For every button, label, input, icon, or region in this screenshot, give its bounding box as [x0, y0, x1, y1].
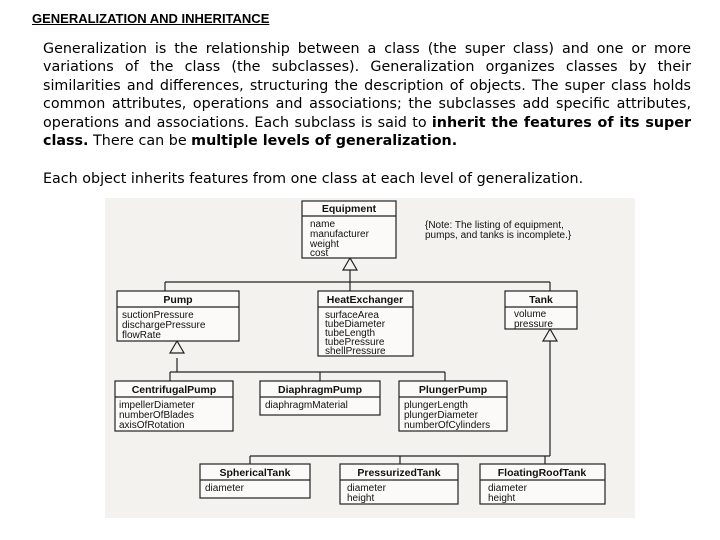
tank-triangle [543, 329, 557, 341]
plunger-pump-name: PlungerPump [418, 384, 488, 396]
page-title: GENERALIZATION AND INHERITANCE [32, 11, 270, 26]
attr-text: surfaceArea [325, 310, 379, 321]
attr-text: height [347, 493, 375, 504]
attr-text: height [488, 493, 516, 504]
class-attributes [119, 219, 553, 504]
tank-name: Tank [529, 294, 553, 306]
body-paragraph [43, 40, 691, 151]
paragraph-text-2: There can be [88, 133, 192, 150]
attr-text: numberOfBlades [119, 410, 195, 421]
attr-text: diameter [488, 483, 527, 494]
equipment-name: Equipment [321, 203, 377, 215]
floating-roof-tank-name: FloatingRoofTank [497, 467, 587, 479]
attr-text: plungerDiameter [404, 410, 478, 421]
attr-text: diameter [347, 483, 386, 494]
pressurized-tank-name: PressurizedTank [357, 467, 441, 479]
diagram-note-line-1: {Note: The listing of equipment, [425, 220, 564, 231]
attr-text: pressure [514, 319, 553, 330]
diagram-note-line-2: pumps, and tanks is incomplete.} [425, 230, 572, 241]
attr-text: plungerLength [404, 400, 468, 411]
class-diagram-svg [105, 198, 635, 518]
attr-text: tubeDiameter [325, 319, 386, 330]
attr-text: dischargePressure [122, 320, 206, 331]
attr-text: impellerDiameter [119, 400, 195, 411]
spherical-tank-name: SphericalTank [219, 467, 291, 479]
attr-text: name [310, 219, 336, 230]
body-line-2: Each object inherits features from one class at each level of generalization. [43, 171, 584, 187]
attr-text: tubeLength [325, 328, 376, 339]
equipment-triangle [343, 258, 357, 270]
attr-text: manufacturer [310, 229, 369, 240]
centrifugal-pump-name: CentrifugalPump [131, 384, 217, 396]
attr-text: diaphragmMaterial [265, 400, 348, 411]
attr-text: cost [310, 248, 329, 259]
attr-text: diameter [205, 483, 244, 494]
attr-text: volume [514, 309, 547, 320]
attr-text: tubePressure [325, 337, 385, 348]
attr-text: flowRate [122, 330, 161, 341]
diaphragm-pump-name: DiaphragmPump [277, 384, 363, 396]
class-diagram [105, 198, 635, 518]
attr-text: shellPressure [325, 346, 386, 357]
heat-exchanger-name: HeatExchanger [326, 294, 404, 306]
paragraph-bold-2: multiple levels of generalization. [191, 133, 458, 150]
attr-text: numberOfCylinders [404, 420, 491, 431]
attr-text: suctionPressure [122, 310, 194, 321]
pump-name: Pump [163, 294, 193, 306]
pump-triangle [170, 341, 184, 353]
paragraph-text-1: Generalization is the relationship between a class (the super class) and one or more variations of the class (the subclasses). Generalization organizes classes by their similarities and differences, structuring the description of objects. The super class holds common attributes, operations and associations; the subclasses add specific attributes, operations and associations. Each subclass is said to [43, 41, 691, 131]
paragraph-bold-1: inherit the features of its super class. [43, 114, 692, 150]
attr-text: axisOfRotation [119, 420, 185, 431]
attr-text: weight [310, 239, 339, 250]
